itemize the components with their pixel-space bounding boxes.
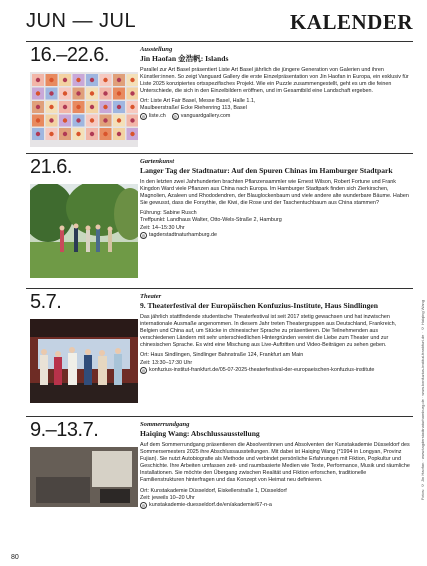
event-link[interactable]: liste.ch bbox=[149, 112, 166, 119]
event-title: 9. Theaterfestival der Europäischen Konfuzius-Institute, Haus Sindlingen bbox=[140, 301, 378, 310]
page-header bbox=[26, 10, 413, 34]
event-time-line: Zeit: 14–15:30 Uhr bbox=[140, 224, 185, 231]
artwork-tile-sun bbox=[103, 91, 107, 95]
artwork-tile-sun bbox=[36, 105, 40, 109]
artwork-tile-sun bbox=[117, 78, 121, 82]
artwork-tile-sun bbox=[49, 91, 53, 95]
theater-photo-image bbox=[30, 319, 138, 403]
artwork-tile-sun bbox=[130, 105, 134, 109]
event-description: Das jährlich stattfindende studentische Theaterfestival ist seit 2017 stetig gewachsen und hat inzwischen internationale Ausmaße angenommen. In diesem Jahr treten Theatergruppen aus Deutschland, Frankreich, Belgien und China auf, um Stücke in chinesischer Sprache zu präsentieren. Die Teilnehmenden aus verschiedenen Ländern mit sehr unterschiedlichen Hintergründen vereint die Liebe zum Theater und zur chinesischen Sprache. Es wird eine Mischung aus Live-Auftritten und Video-Beiträgen zu sehen geben. bbox=[140, 314, 397, 349]
event-title: Jin Haofan 金浩帆: Islands bbox=[140, 54, 229, 63]
artwork-tile-sun bbox=[130, 91, 134, 95]
event-link[interactable]: vanguardgallery.com bbox=[180, 112, 231, 119]
event-title: Haiqing Wang: Abschlussausstellung bbox=[140, 429, 260, 438]
event-links bbox=[140, 232, 411, 239]
globe-icon: ◎ bbox=[173, 113, 178, 119]
event-description: Parallel zur Art Basel präsentiert Liste Art Basel jährlich die jüngere Generation von Galerien und ihren Künstler:innen. So zeigt Vanguard Gallery die erste Einzelpräsentation von Jin Haofan in Europa, ein exklusiv für Liste 2025 konzipiertes ortsspezifisches Projekt. Wie ein Puzzle zusammengestellt, geht es um die feinen Unterschiede, die sich in den Einzelbildern eröffnen, und im Gesamtbild eine Landschaft ergeben. bbox=[140, 67, 409, 95]
event-title: Langer Tag der Stadtnatur: Auf den Spuren Chinas im Hamburger Stadtpark bbox=[140, 166, 393, 175]
artwork-tile-sun bbox=[117, 132, 121, 136]
artwork-tile-sun bbox=[63, 78, 67, 82]
artwork-tile-sun bbox=[76, 118, 80, 122]
artwork-tile-sun bbox=[130, 132, 134, 136]
event-location-line: Ort: Haus Sindlingen, Sindlinger Bahnstraße 124, Frankfurt am Main bbox=[140, 352, 304, 359]
divider bbox=[26, 153, 413, 154]
artwork-tile-sun bbox=[49, 118, 53, 122]
artwork-tile-sun bbox=[103, 78, 107, 82]
artwork-tile-sun bbox=[49, 105, 53, 109]
artwork-tile-sun bbox=[36, 132, 40, 136]
event-meeting-point-line: Treffpunkt: Landhaus Walter, Otto-Wels-Straße 2, Hamburg bbox=[140, 217, 282, 224]
event-time-line: Zeit: jeweils 10–20 Uhr bbox=[140, 494, 195, 501]
event-category: Theater bbox=[140, 293, 162, 300]
artwork-tile-sun bbox=[103, 132, 107, 136]
globe-icon: ◎ bbox=[141, 113, 146, 119]
event-photo-park bbox=[30, 184, 138, 278]
event-links bbox=[140, 113, 411, 120]
artwork-tile-sun bbox=[90, 78, 94, 82]
artwork-tile-sun bbox=[90, 118, 94, 122]
artwork-tile-sun bbox=[63, 118, 67, 122]
event-location-line: Ort: Kunstakademie Düsseldorf, Eiskellerstraße 1, Düsseldorf bbox=[140, 487, 287, 494]
event-entry bbox=[26, 291, 413, 411]
event-guide-line: Führung: Sabine Rusch bbox=[140, 210, 197, 217]
artwork-tile-sun bbox=[63, 132, 67, 136]
artwork-tile-sun bbox=[76, 132, 80, 136]
artwork-tile-sun bbox=[90, 91, 94, 95]
event-date: 5.7. bbox=[30, 291, 62, 313]
header-section-title: KALENDER bbox=[289, 10, 413, 34]
globe-icon: ◎ bbox=[141, 232, 146, 238]
globe-icon: ◎ bbox=[141, 502, 146, 508]
divider bbox=[26, 288, 413, 289]
installation-photo-image bbox=[30, 447, 138, 507]
event-date: 9.–13.7. bbox=[30, 419, 99, 441]
event-entry bbox=[26, 156, 413, 286]
event-category: Ausstellung bbox=[140, 46, 173, 53]
artwork-tile-sun bbox=[76, 105, 80, 109]
artwork-tile-sun bbox=[36, 118, 40, 122]
event-date: 16.–22.6. bbox=[30, 44, 109, 66]
event-link[interactable]: kunstakademie-duesseldorf.de/en/akademie/67-n-a bbox=[149, 501, 272, 508]
artwork-tile-sun bbox=[36, 91, 40, 95]
event-links bbox=[140, 502, 411, 509]
artwork-tile-sun bbox=[117, 118, 121, 122]
divider bbox=[26, 416, 413, 417]
artwork-tile-sun bbox=[130, 118, 134, 122]
artwork-tile-sun bbox=[103, 118, 107, 122]
artwork-tile-sun bbox=[117, 91, 121, 95]
event-description: In den letzten zwei Jahrhunderten brachten Pflanzensammler wie Ernest Wilson, Robert Fortune und Frank Kingdon Ward viele Pflanzen aus China nach Europa. Im Hamburger Stadtpark finden sich Zierkirschen, Magnolien, Azaleen und Rhododendren, der Blauglockenbaum und viele andere alte wunderbare Bäume. Haben Sie gewusst, dass die Forsythie, die Kiwi, die Rose und der Taschentuchbaum aus China stammen? bbox=[140, 179, 409, 207]
page-number: 80 bbox=[11, 554, 19, 561]
artwork-tile-sun bbox=[90, 132, 94, 136]
artwork-tile-sun bbox=[49, 132, 53, 136]
event-location-line: Ort: Liste Art Fair Basel, Messe Basel, Halle 1.1, bbox=[140, 98, 256, 105]
artwork-tile-sun bbox=[49, 78, 53, 82]
artwork-tile-sun bbox=[76, 78, 80, 82]
event-entry bbox=[26, 419, 413, 554]
event-date: 21.6. bbox=[30, 156, 72, 178]
divider bbox=[26, 41, 413, 42]
event-photo-installation bbox=[30, 447, 138, 507]
artwork-tile-sun bbox=[63, 105, 67, 109]
photo-credits: Fotos: © Jin Haofan · www.tagderstadtnaturhamburg.de · www.konfuzius-institut-frankfurt.de · © Haiqing Wang bbox=[420, 300, 425, 501]
event-link[interactable]: tagderstadtnaturhamburg.de bbox=[149, 231, 218, 238]
event-time-line: Zeit: 13:30–17:30 Uhr bbox=[140, 359, 193, 366]
artwork-tile-sun bbox=[63, 91, 67, 95]
header-date-range: JUN — JUL bbox=[26, 10, 137, 32]
event-description: Auf dem Sommerrundgang präsentieren die Absolventinnen und Absolventen der Kunstakademie Düsseldorf des Sommersemesters 2025 ihre Abschlussausstellungen. Mit dabei ist Haiqing Wang (*1994 in Longyan, Provinz Fujian). Sie nutzt Autobiografie als Methode und verbindet persönliche Erfahrungen mit Fiktion, Popkultur und Geschichte. Ihre Arbeiten umfassen zeit- und raumbasierte Medien wie Texte, Performance, Musik und räumliche Installationen. Sie möchte den Übergang zwischen Realität und Fiktion erforschen, traditionelle Familienstrukturen hinterfragen und das Konzept von Heimat neu definieren. bbox=[140, 442, 410, 484]
event-location-line: Maulbeerstraße/ Ecke Riehenring 113, Basel bbox=[140, 105, 247, 112]
park-photo-image bbox=[30, 184, 138, 278]
event-links bbox=[140, 367, 411, 374]
artwork-tile-sun bbox=[76, 91, 80, 95]
event-category: Gartenkunst bbox=[140, 158, 175, 165]
artwork-tile-sun bbox=[130, 78, 134, 82]
event-link[interactable]: konfuzius-institut-frankfurt.de/05-07-2025-theaterfestival-der-europaeischen-konfuzius-institute bbox=[149, 366, 375, 373]
artwork-tile-sun bbox=[117, 105, 121, 109]
artwork-grid-image bbox=[30, 72, 138, 147]
artwork-tile-sun bbox=[103, 105, 107, 109]
globe-icon: ◎ bbox=[141, 367, 146, 373]
event-photo-theater bbox=[30, 319, 138, 403]
artwork-tile-sun bbox=[90, 105, 94, 109]
event-photo-grid-artwork bbox=[30, 72, 138, 147]
event-category: Sommerrundgang bbox=[140, 421, 190, 428]
artwork-tile-sun bbox=[36, 78, 40, 82]
